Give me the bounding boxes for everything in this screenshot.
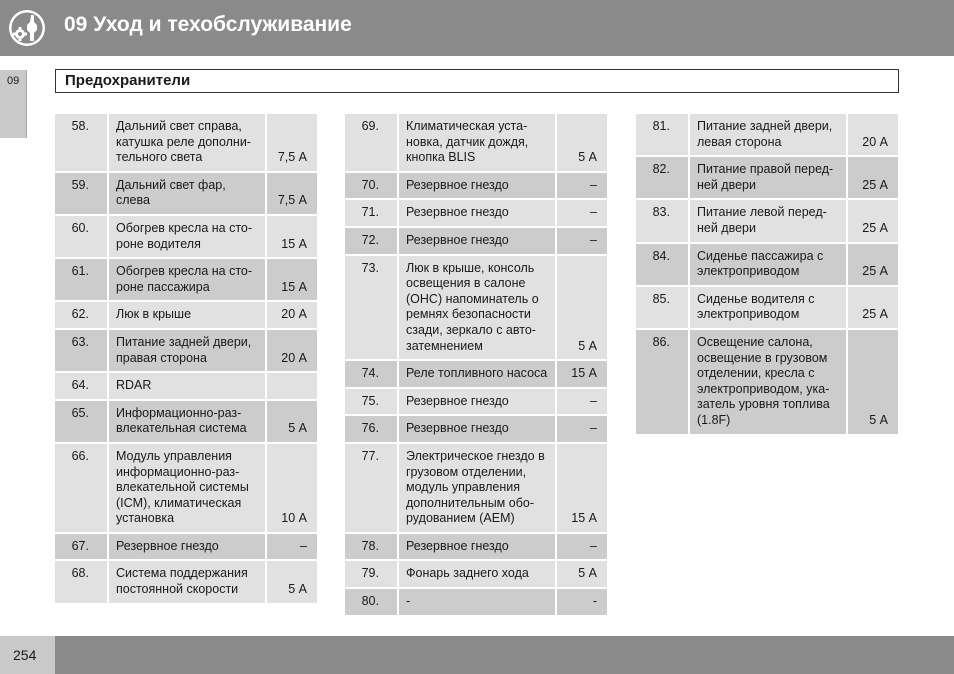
fuse-row [55,330,317,373]
fuse-amperage [267,373,317,401]
fuse-description: Климатическая уста-новка, датчик дождя, кнопка BLIS [399,114,557,173]
fuse-row [636,114,898,157]
fuse-number: 69. [345,114,399,173]
fuse-amperage: – [557,173,607,201]
fuse-row [55,259,317,302]
fuse-amperage: 25 А [848,244,898,287]
fuse-amperage: – [557,416,607,444]
fuse-description: RDAR [109,373,267,401]
fuse-amperage: 5 А [267,561,317,604]
fuse-row [636,244,898,287]
fuse-description: Питание задней двери, правая сторона [109,330,267,373]
fuse-number: 82. [636,157,690,200]
fuse-number: 78. [345,534,399,562]
fuse-number: 63. [55,330,109,373]
fuse-description: Модуль управления информационно-раз-влекательной системы (ICM), климатическая установка [109,444,267,534]
fuse-amperage: 25 А [848,287,898,330]
fuse-amperage: 5 А [267,401,317,444]
fuse-number: 66. [55,444,109,534]
fuse-description: Электрическое гнездо в грузовом отделении, модуль управления дополнительным обо-рудованием (AEM) [399,444,557,534]
fuse-description: Система поддержания постоянной скорости [109,561,267,604]
header-bar [55,0,954,56]
fuse-description: Люк в крыше [109,302,267,330]
fuse-description: Освещение салона, освещение в грузовом отделении, кресла с электроприводом, ука-затель уровня топлива (1.8F) [690,330,848,436]
fuse-description: Питание задней двери, левая сторона [690,114,848,157]
fuse-description: Дальний свет фар, слева [109,173,267,216]
fuse-number: 83. [636,200,690,243]
fuse-number: 71. [345,200,399,228]
fuse-row [345,173,607,201]
header-logo-block [0,0,55,56]
section-heading-box [55,69,899,93]
fuse-amperage: 20 А [848,114,898,157]
fuse-number: 74. [345,361,399,389]
fuse-row [345,444,607,534]
fuse-description: Резервное гнездо [399,534,557,562]
fuse-description: Обогрев кресла на сто-роне пассажира [109,259,267,302]
fuse-number: 60. [55,216,109,259]
fuse-amperage: 25 А [848,200,898,243]
fuse-row [55,561,317,604]
fuse-number: 61. [55,259,109,302]
fuse-table-2 [345,114,607,617]
fuse-number: 59. [55,173,109,216]
fuse-number: 77. [345,444,399,534]
fuse-row [345,114,607,173]
fuse-number: 73. [345,256,399,362]
fuse-number: 70. [345,173,399,201]
fuse-row [55,216,317,259]
fuse-amperage: - [557,589,607,617]
fuse-amperage: 15 А [557,361,607,389]
fuse-row [55,401,317,444]
fuse-number: 81. [636,114,690,157]
fuse-number: 68. [55,561,109,604]
fuse-row [345,416,607,444]
fuse-number: 72. [345,228,399,256]
fuse-amperage: – [557,200,607,228]
fuse-amperage: 5 А [557,561,607,589]
fuse-description: Резервное гнездо [399,200,557,228]
fuse-amperage: 15 А [267,259,317,302]
fuse-description: Резервное гнездо [399,416,557,444]
fuse-description: Информационно-раз-влекательная система [109,401,267,444]
fuse-amperage: 15 А [267,216,317,259]
fuse-description: Фонарь заднего хода [399,561,557,589]
fuse-row [345,228,607,256]
chapter-side-tab-label: 09 [7,75,20,87]
fuse-number: 76. [345,416,399,444]
fuse-amperage: 25 А [848,157,898,200]
fuse-description: Дальний свет справа, катушка реле дополни-тельного света [109,114,267,173]
fuse-number: 79. [345,561,399,589]
page-number: 254 [13,647,37,663]
fuse-amperage: 10 А [267,444,317,534]
fuse-description: - [399,589,557,617]
fuse-number: 64. [55,373,109,401]
fuse-row [345,561,607,589]
fuse-amperage: – [557,534,607,562]
fuse-description: Реле топливного насоса [399,361,557,389]
fuse-description: Люк в крыше, консоль освещения в салоне (OHC) напоминатель о ремнях безопасности сзади, зеркало с авто-затемнением [399,256,557,362]
fuse-table-1 [55,114,317,605]
fuse-amperage: 15 А [557,444,607,534]
fuse-row [345,534,607,562]
fuse-amperage: 7,5 А [267,173,317,216]
fuse-row [55,373,317,401]
fuse-description: Обогрев кресла на сто-роне водителя [109,216,267,259]
fuse-number: 67. [55,534,109,562]
fuse-number: 85. [636,287,690,330]
fuse-number: 86. [636,330,690,436]
fuse-row [636,157,898,200]
fuse-row [345,361,607,389]
fuse-amperage: 7,5 А [267,114,317,173]
fuse-amperage: 5 А [848,330,898,436]
fuse-number: 58. [55,114,109,173]
section-title: Предохранители [65,72,191,89]
fuse-amperage: – [267,534,317,562]
fuse-row [55,534,317,562]
fuse-row [345,589,607,617]
fuse-number: 75. [345,389,399,417]
fuse-row [345,389,607,417]
fuse-row [55,114,317,173]
page-number-box [0,636,55,674]
fuse-amperage: 20 А [267,302,317,330]
fuse-number: 65. [55,401,109,444]
fuse-description: Резервное гнездо [109,534,267,562]
fuse-amperage: – [557,228,607,256]
fuse-amperage: 5 А [557,114,607,173]
fuse-row [345,200,607,228]
fuse-description: Резервное гнездо [399,389,557,417]
fuse-row [636,200,898,243]
fuse-description: Питание правой перед-ней двери [690,157,848,200]
fuse-row [55,173,317,216]
fuse-description: Сиденье водителя с электроприводом [690,287,848,330]
fuse-amperage: 20 А [267,330,317,373]
fuse-row [55,444,317,534]
fuse-row [636,287,898,330]
fuse-description: Питание левой перед-ней двери [690,200,848,243]
fuse-description: Резервное гнездо [399,173,557,201]
fuse-amperage: 5 А [557,256,607,362]
fuse-number: 62. [55,302,109,330]
fuse-row [636,330,898,436]
fuse-number: 80. [345,589,399,617]
fuse-description: Сиденье пассажира с электроприводом [690,244,848,287]
fuse-amperage: – [557,389,607,417]
fuse-row [55,302,317,330]
fuse-description: Резервное гнездо [399,228,557,256]
chapter-side-tab [0,70,27,138]
fuse-row [345,256,607,362]
fuse-table-3 [636,114,898,436]
wrench-gear-icon [7,8,47,48]
fuse-number: 84. [636,244,690,287]
chapter-title: 09 Уход и техобслуживание [64,13,352,36]
footer-bar [55,636,954,674]
